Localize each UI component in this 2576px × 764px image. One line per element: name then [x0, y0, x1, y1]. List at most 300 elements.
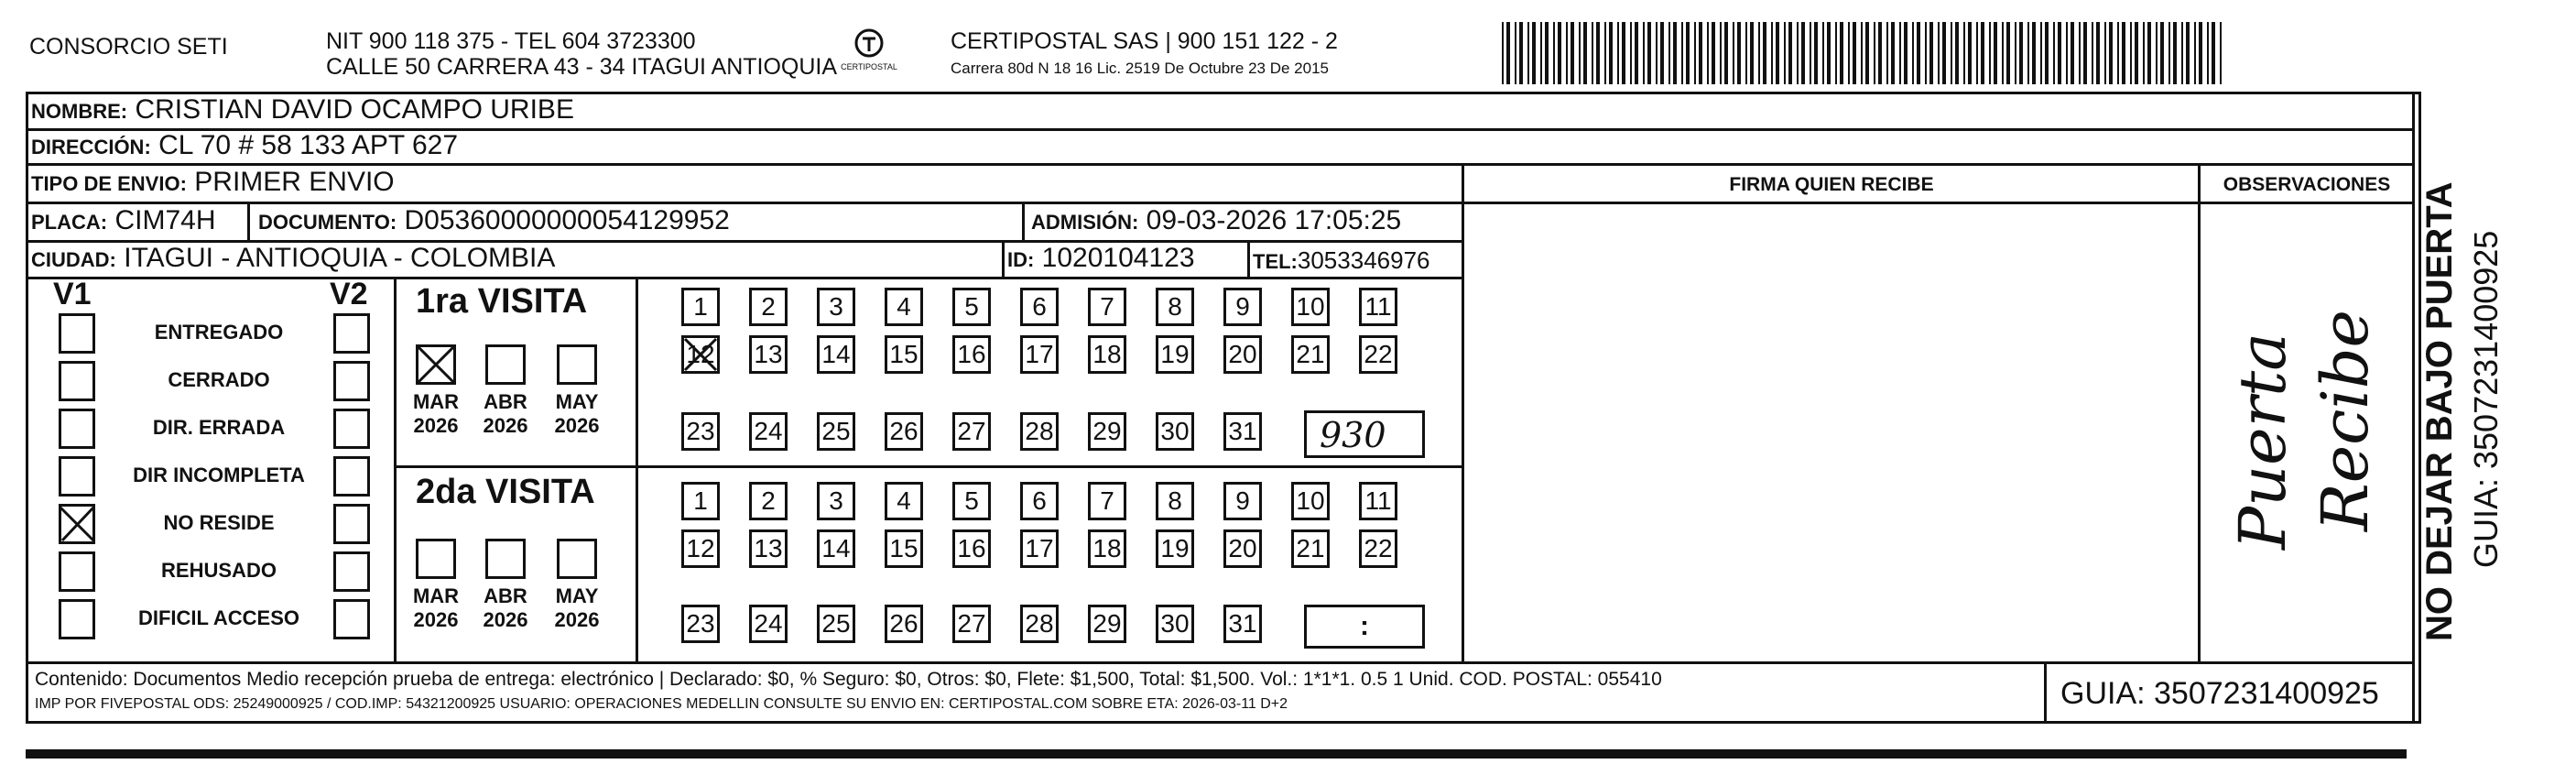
v1-checkbox[interactable] [59, 456, 95, 497]
barcode-bar [1635, 22, 1638, 84]
tel-value: 3053346976 [1297, 246, 1430, 274]
placa-value: CIM74H [114, 205, 216, 235]
barcode-bar [1917, 22, 1920, 84]
first-visit-day[interactable] [681, 412, 720, 451]
second-visit-day[interactable] [1359, 529, 1397, 568]
day-number: 21 [1296, 340, 1325, 368]
second-visit-day[interactable] [1359, 482, 1397, 520]
month-label: MAR [412, 584, 460, 607]
second-visit-day[interactable] [952, 529, 991, 568]
nombre-value: CRISTIAN DAVID OCAMPO URIBE [135, 94, 574, 125]
barcode-bar [1771, 22, 1773, 84]
barcode-bar [1797, 22, 1799, 84]
first-visit-day[interactable] [1291, 288, 1330, 326]
day-number: 13 [754, 340, 783, 368]
barcode-bar [1904, 22, 1908, 84]
barcode-bar [1784, 22, 1786, 84]
v2-checkbox[interactable] [333, 599, 370, 639]
first-visit-day[interactable] [1223, 412, 1262, 451]
first-visit-day[interactable] [952, 412, 991, 451]
day-number: 7 [1100, 486, 1114, 515]
barcode-bar [2220, 22, 2222, 84]
day-number: 13 [754, 534, 783, 562]
barcode-bar [2168, 22, 2170, 84]
day-number: 17 [1025, 534, 1054, 562]
first-visit-day[interactable] [885, 335, 923, 374]
guia-vertical: GUIA: 3507231400925 [2467, 230, 2505, 568]
day-number: 25 [821, 417, 851, 445]
barcode-bar [2109, 22, 2113, 84]
tel-label: TEL: [1253, 250, 1298, 273]
barcode-bar [1737, 22, 1741, 84]
barcode-bar [1758, 22, 1760, 84]
direccion-field [31, 129, 458, 164]
day-number: 18 [1092, 340, 1122, 368]
carrier-line: CERTIPOSTAL SAS | 900 151 122 - 2 [951, 28, 1338, 54]
day-number: 22 [1364, 340, 1393, 368]
cell-line [1247, 242, 1250, 277]
status-reason-label: DIR INCOMPLETA [133, 464, 305, 486]
barcode-bar [1955, 22, 1959, 84]
first-visit-day[interactable] [817, 412, 855, 451]
v2-checkbox[interactable] [333, 504, 370, 544]
barcode-bar [1502, 22, 1504, 84]
nombre-label: NOMBRE: [31, 100, 128, 123]
barcode-bar [1540, 22, 1542, 84]
barcode-bar [2173, 22, 2177, 84]
barcode-bar [1527, 22, 1529, 84]
day-number: 31 [1228, 609, 1257, 638]
first-visit-day[interactable] [681, 288, 720, 326]
barcode-bar [1506, 22, 1510, 84]
tel-field [1253, 244, 1430, 278]
first-visit-day[interactable] [817, 335, 855, 374]
second-visit-day[interactable] [885, 529, 923, 568]
second-visit-time-box[interactable] [1304, 605, 1425, 649]
direccion-label: DIRECCIÓN: [31, 136, 151, 158]
barcode-bar [1801, 22, 1805, 84]
status-reason-label: ENTREGADO [154, 321, 284, 344]
first-visit-month-checkbox[interactable] [485, 344, 526, 385]
col-line [2198, 163, 2201, 663]
direccion-value: CL 70 # 58 133 APT 627 [158, 130, 459, 160]
v1-checkbox[interactable] [59, 361, 95, 401]
day-number: 19 [1160, 340, 1190, 368]
status-reason-label: DIR. ERRADA [152, 416, 286, 439]
day-number: 15 [889, 534, 918, 562]
day-number: 16 [957, 534, 986, 562]
barcode-bar [2058, 22, 2061, 84]
barcode-bar [1532, 22, 1536, 84]
first-visit-day[interactable] [1156, 288, 1194, 326]
second-visit-day[interactable] [885, 482, 923, 520]
barcode-bar [1694, 22, 1696, 84]
barcode-bar [2019, 22, 2023, 84]
first-visit-day[interactable] [1088, 335, 1126, 374]
day-number: 8 [1168, 486, 1182, 515]
first-visit-title: 1ra VISITA [416, 282, 588, 321]
status-reason-label: CERRADO [168, 368, 270, 391]
barcode-bar [1981, 22, 1984, 84]
barcode-bar [1699, 22, 1702, 84]
barcode-bar [1989, 22, 1991, 84]
day-number: 30 [1160, 417, 1190, 445]
barcode-bar [1822, 22, 1824, 84]
barcode-bar [2096, 22, 2100, 84]
first-visit-time: 930 [1320, 415, 1386, 455]
month-label: MAY [555, 584, 599, 607]
day-number: 27 [957, 417, 986, 445]
tipo-label: TIPO DE ENVIO: [31, 172, 187, 195]
first-visit-day[interactable] [952, 335, 991, 374]
day-number: 9 [1235, 292, 1250, 321]
barcode-bar [1788, 22, 1792, 84]
col-line [1462, 163, 1464, 663]
barcode-bar [2066, 22, 2068, 84]
day-number: 3 [829, 486, 843, 515]
v1-checkbox[interactable] [59, 409, 95, 449]
barcode-bar [1874, 22, 1875, 84]
second-visit-month-checkbox[interactable] [557, 539, 597, 579]
barcode-bar [1712, 22, 1715, 84]
first-visit-day[interactable] [1156, 412, 1194, 451]
year-label: 2026 [413, 608, 459, 631]
observation-handwriting-2: Recibe [2308, 310, 2383, 531]
second-visit-day[interactable] [749, 605, 788, 643]
first-visit-day[interactable] [817, 288, 855, 326]
barcode-bar [2053, 22, 2055, 84]
tipo-envio-field [31, 166, 395, 201]
barcode-bar [1596, 22, 1600, 84]
year-label: 2026 [554, 414, 600, 437]
barcode-bar [2122, 22, 2125, 84]
second-visit-day[interactable] [1223, 529, 1262, 568]
company-name: CONSORCIO SETI [29, 34, 228, 60]
first-visit-month-checkbox[interactable] [416, 344, 456, 385]
second-visit-day[interactable] [1156, 529, 1194, 568]
day-number: 10 [1296, 486, 1325, 515]
certipostal-logo-icon [839, 27, 899, 73]
day-number: 2 [761, 486, 776, 515]
barcode-bar [1733, 22, 1734, 84]
barcode-bar [1886, 22, 1888, 84]
second-visit-day[interactable] [749, 529, 788, 568]
year-label: 2026 [413, 414, 459, 437]
day-number: 23 [686, 417, 715, 445]
barcode-bar [2104, 22, 2106, 84]
row-line [26, 277, 1463, 279]
barcode-bar [2006, 22, 2010, 84]
barcode-bar [1951, 22, 1952, 84]
barcode-bar [2002, 22, 2004, 84]
barcode-bar [1604, 22, 1606, 84]
first-visit-day[interactable] [1088, 412, 1126, 451]
barcode-bar [1686, 22, 1690, 84]
barcode-bar [1848, 22, 1850, 84]
cell-line [1022, 203, 1025, 240]
v2-checkbox[interactable] [333, 551, 370, 592]
v1-header: V1 [53, 277, 92, 311]
license-line: Carrera 80d N 18 16 Lic. 2519 De Octubre 23 De 2015 [951, 60, 1329, 77]
barcode-bar [2117, 22, 2119, 84]
first-visit-day[interactable] [749, 412, 788, 451]
day-number: 11 [1364, 486, 1392, 515]
day-number: 29 [1092, 609, 1122, 638]
v2-checkbox[interactable] [333, 313, 370, 354]
day-number: 11 [1364, 292, 1392, 321]
barcode-bar [1566, 22, 1568, 84]
v1-checkbox[interactable] [59, 599, 95, 639]
day-number: 30 [1160, 609, 1190, 638]
day-number: 18 [1092, 534, 1122, 562]
barcode-bar [2092, 22, 2093, 84]
day-number: 8 [1168, 292, 1182, 321]
first-visit-day[interactable] [1291, 335, 1330, 374]
barcode-bar [1592, 22, 1593, 84]
day-number: 31 [1228, 417, 1257, 445]
second-visit-day[interactable] [952, 605, 991, 643]
footer-divider [2044, 661, 2047, 724]
barcode-bar [1929, 22, 1933, 84]
day-number: 23 [686, 609, 715, 638]
barcode-bar [1840, 22, 1843, 84]
second-visit-day[interactable] [817, 482, 855, 520]
barcode-bar [1750, 22, 1754, 84]
section-line [636, 277, 638, 661]
first-visit-day[interactable] [1020, 335, 1059, 374]
barcode-bar [1942, 22, 1946, 84]
firma-header: FIRMA QUIEN RECIBE [1729, 174, 1934, 195]
v2-checkbox[interactable] [333, 456, 370, 497]
second-visit-month-checkbox[interactable] [485, 539, 526, 579]
first-visit-day[interactable] [1156, 335, 1194, 374]
month-label: ABR [484, 584, 527, 607]
day-number: 29 [1092, 417, 1122, 445]
id-value: 1020104123 [1041, 243, 1195, 273]
visit-divider [394, 465, 1462, 468]
first-visit-day[interactable] [681, 335, 720, 374]
second-visit-day[interactable] [1223, 605, 1262, 643]
barcode-bar [1853, 22, 1856, 84]
day-number: 24 [754, 417, 783, 445]
barcode-bar [1579, 22, 1581, 84]
ciudad-field [31, 242, 555, 277]
barcode-bar [1647, 22, 1651, 84]
second-visit-day[interactable] [1088, 529, 1126, 568]
barcode-bar [1609, 22, 1613, 84]
day-number: 12 [686, 340, 715, 368]
barcode-bar [2207, 22, 2209, 84]
status-reason-label: NO RESIDE [163, 511, 275, 534]
tipo-value: PRIMER ENVIO [194, 167, 395, 197]
barcode-bar [1668, 22, 1670, 84]
barcode-bar [1776, 22, 1779, 84]
imp-line: IMP POR FIVEPOSTAL ODS: 25249000925 / COD.IMP: 54321200925 USUARIO: OPERACIONES MEDELLIN CONSULTE SU ENVIO EN: CERTIPOSTAL.COM SOBRE ETA: 2026-03-11 D+2 [35, 696, 1288, 712]
placa-field [31, 204, 215, 239]
barcode-bar [1891, 22, 1895, 84]
barcode-bar [2160, 22, 2164, 84]
day-number: 26 [889, 609, 918, 638]
barcode-bar [1976, 22, 1978, 84]
second-visit-day[interactable] [952, 482, 991, 520]
barcode-bar [1878, 22, 1882, 84]
v2-header: V2 [330, 277, 368, 311]
barcode [1502, 22, 2225, 84]
day-number: 24 [754, 609, 783, 638]
second-visit-day[interactable] [681, 482, 720, 520]
first-visit-day[interactable] [1223, 335, 1262, 374]
second-visit-day[interactable] [1020, 482, 1059, 520]
barcode-bar [1656, 22, 1658, 84]
first-visit-day[interactable] [749, 335, 788, 374]
first-visit-day[interactable] [1359, 288, 1397, 326]
barcode-bar [1617, 22, 1619, 84]
ciudad-label: CIUDAD: [31, 248, 116, 271]
barcode-bar [1963, 22, 1965, 84]
barcode-bar [1558, 22, 1561, 84]
day-number: 28 [1025, 609, 1054, 638]
v2-checkbox[interactable] [333, 361, 370, 401]
barcode-bar [1630, 22, 1632, 84]
second-visit-day[interactable] [817, 529, 855, 568]
first-visit-day[interactable] [885, 412, 923, 451]
row-line [1463, 202, 2412, 204]
first-visit-day[interactable] [952, 288, 991, 326]
first-visit-time-box[interactable] [1304, 410, 1425, 458]
second-visit-day[interactable] [885, 605, 923, 643]
second-visit-day[interactable] [1291, 482, 1330, 520]
barcode-bar [1515, 22, 1516, 84]
admision-label: ADMISIÓN: [1031, 211, 1139, 234]
barcode-bar [2181, 22, 2183, 84]
barcode-bar [1519, 22, 1523, 84]
day-number: 20 [1228, 340, 1257, 368]
first-visit-day[interactable] [885, 288, 923, 326]
barcode-bar [2015, 22, 2016, 84]
day-number: 7 [1100, 292, 1114, 321]
day-number: 25 [821, 609, 851, 638]
status-reason-label: REHUSADO [161, 559, 277, 582]
barcode-bar [1827, 22, 1831, 84]
day-number: 16 [957, 340, 986, 368]
barcode-bar [1660, 22, 1664, 84]
v2-checkbox[interactable] [333, 409, 370, 449]
second-visit-day[interactable] [817, 605, 855, 643]
barcode-bar [2083, 22, 2087, 84]
first-visit-day[interactable] [1088, 288, 1126, 326]
section-line [394, 277, 397, 661]
first-visit-day[interactable] [749, 288, 788, 326]
day-number: 6 [1032, 486, 1047, 515]
second-visit-day[interactable] [1156, 605, 1194, 643]
footer-guia: GUIA: 3507231400925 [2060, 676, 2379, 711]
address-line: CALLE 50 CARRERA 43 - 34 ITAGUI ANTIOQUIA [326, 54, 838, 80]
nit-line: NIT 900 118 375 - TEL 604 3723300 [326, 28, 696, 54]
documento-value: D05360000000054129952 [404, 205, 730, 235]
second-visit-day[interactable] [1020, 605, 1059, 643]
day-number: 4 [897, 292, 911, 321]
barcode-bar [1622, 22, 1625, 84]
footer-line [26, 661, 2412, 664]
barcode-bar [1899, 22, 1901, 84]
barcode-bar [1681, 22, 1683, 84]
barcode-bar [1938, 22, 1940, 84]
barcode-bar [2194, 22, 2196, 84]
day-number: 26 [889, 417, 918, 445]
barcode-bar [1673, 22, 1677, 84]
first-visit-day[interactable] [1020, 288, 1059, 326]
first-visit-day[interactable] [1359, 335, 1397, 374]
second-visit-day[interactable] [681, 529, 720, 568]
first-visit-day[interactable] [1223, 288, 1262, 326]
documento-label: DOCUMENTO: [258, 211, 397, 234]
observaciones-header: OBSERVACIONES [2223, 174, 2391, 195]
side-strip-divider [2412, 92, 2415, 724]
barcode-bar [2071, 22, 2074, 84]
month-label: ABR [484, 390, 527, 413]
second-visit-day[interactable] [1020, 529, 1059, 568]
barcode-bar [2199, 22, 2202, 84]
barcode-bar [2079, 22, 2081, 84]
barcode-bar [2156, 22, 2158, 84]
second-visit-time: : [1360, 611, 1369, 641]
day-number: 19 [1160, 534, 1190, 562]
day-number: 2 [761, 292, 776, 321]
second-visit-day[interactable] [1156, 482, 1194, 520]
second-visit-month-checkbox[interactable] [416, 539, 456, 579]
day-number: 3 [829, 292, 843, 321]
barcode-bar [1925, 22, 1927, 84]
day-number: 6 [1032, 292, 1047, 321]
barcode-bar [1763, 22, 1766, 84]
v1-checkbox[interactable] [59, 551, 95, 592]
barcode-bar [2040, 22, 2042, 84]
second-visit-day[interactable] [749, 482, 788, 520]
day-number: 4 [897, 486, 911, 515]
second-visit-day[interactable] [681, 605, 720, 643]
second-visit-title: 2da VISITA [416, 473, 595, 511]
ciudad-value: ITAGUI - ANTIOQUIA - COLOMBIA [124, 243, 556, 273]
barcode-bar [1912, 22, 1914, 84]
barcode-bar [2147, 22, 2151, 84]
placa-label: PLACA: [31, 211, 108, 234]
first-visit-day[interactable] [1020, 412, 1059, 451]
month-label: MAY [555, 390, 599, 413]
barcode-bar [2186, 22, 2190, 84]
day-number: 21 [1296, 534, 1325, 562]
day-number: 12 [686, 534, 715, 562]
no-dejar-bajo-puerta: NO DEJAR BAJO PUERTA [2419, 181, 2460, 641]
barcode-bar [1994, 22, 1997, 84]
day-number: 14 [821, 534, 851, 562]
contenido-line: Contenido: Documentos Medio recepción prueba de entrega: electrónico | Declarado: $0, % Seguro: $0, Otros: $0, Flete: $1,500, Total: $1,500. Vol.: 1*1*1. 0.5 1 Unid. COD. POSTAL: 055410 [35, 669, 1662, 690]
second-visit-day[interactable] [1088, 482, 1126, 520]
second-visit-day[interactable] [1291, 529, 1330, 568]
v1-checkbox[interactable] [59, 313, 95, 354]
barcode-bar [1810, 22, 1811, 84]
v1-checkbox[interactable] [59, 504, 95, 544]
barcode-bar [2032, 22, 2036, 84]
second-visit-day[interactable] [1088, 605, 1126, 643]
day-number: 14 [821, 340, 851, 368]
first-visit-month-checkbox[interactable] [557, 344, 597, 385]
logo-text: CERTIPOSTAL [841, 62, 897, 71]
barcode-bar [2130, 22, 2132, 84]
cell-line [1002, 242, 1005, 277]
barcode-bar [1720, 22, 1722, 84]
day-number: 10 [1296, 292, 1325, 321]
second-visit-day[interactable] [1223, 482, 1262, 520]
